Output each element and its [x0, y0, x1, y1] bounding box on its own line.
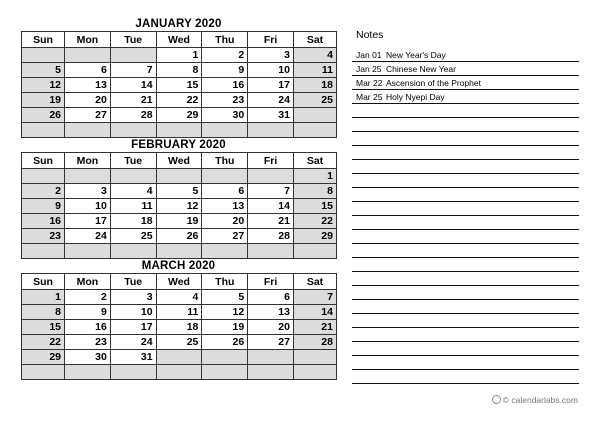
note-line[interactable] — [352, 48, 579, 62]
note-line[interactable] — [352, 160, 579, 174]
note-line[interactable] — [352, 300, 579, 314]
weekday-header: Mon — [65, 32, 111, 48]
day-cell: 6 — [202, 184, 248, 199]
day-cell: 8 — [293, 184, 336, 199]
note-text: Ascension of the Prophet — [386, 78, 481, 88]
day-cell: 11 — [293, 63, 336, 78]
day-cell — [202, 244, 248, 259]
note-line[interactable] — [352, 342, 579, 356]
day-cell: 21 — [293, 320, 336, 335]
note-line[interactable] — [352, 90, 579, 104]
day-cell: 29 — [22, 350, 65, 365]
note-line[interactable] — [352, 146, 579, 160]
day-cell: 18 — [156, 320, 202, 335]
day-cell — [202, 350, 248, 365]
weekday-header: Mon — [65, 153, 111, 169]
week-row — [22, 169, 337, 184]
weekday-header: Thu — [202, 274, 248, 290]
weekday-header: Sat — [293, 32, 336, 48]
day-cell: 5 — [202, 290, 248, 305]
day-cell: 29 — [156, 108, 202, 123]
note-line[interactable] — [352, 174, 579, 188]
day-cell — [248, 365, 294, 380]
day-cell — [110, 123, 156, 138]
footer-text: © calendarlabs.com — [502, 395, 578, 405]
week-row — [22, 184, 337, 199]
day-cell: 7 — [248, 184, 294, 199]
globe-icon — [492, 395, 501, 404]
weekday-header: Wed — [156, 32, 202, 48]
week-row — [22, 305, 337, 320]
day-cell: 26 — [202, 335, 248, 350]
day-cell: 14 — [110, 78, 156, 93]
weekday-header: Tue — [110, 274, 156, 290]
day-cell: 1 — [156, 48, 202, 63]
day-cell: 27 — [202, 229, 248, 244]
weekday-header: Sun — [22, 32, 65, 48]
day-cell: 9 — [65, 305, 111, 320]
day-cell: 10 — [110, 305, 156, 320]
weekday-header: Tue — [110, 32, 156, 48]
week-row — [22, 244, 337, 259]
note-line[interactable] — [352, 104, 579, 118]
day-cell — [65, 244, 111, 259]
note-line[interactable] — [352, 244, 579, 258]
note-line[interactable] — [352, 216, 579, 230]
week-row — [22, 290, 337, 305]
notes-lines — [352, 48, 579, 384]
day-cell — [110, 244, 156, 259]
day-cell: 2 — [65, 290, 111, 305]
day-cell: 12 — [22, 78, 65, 93]
day-cell — [156, 350, 202, 365]
day-cell: 14 — [248, 199, 294, 214]
note-line[interactable] — [352, 258, 579, 272]
day-cell: 15 — [22, 320, 65, 335]
day-cell: 24 — [65, 229, 111, 244]
day-cell — [156, 244, 202, 259]
day-cell: 3 — [110, 290, 156, 305]
note-line[interactable] — [352, 356, 579, 370]
weekday-header: Sun — [22, 153, 65, 169]
week-row — [22, 78, 337, 93]
day-cell: 31 — [110, 350, 156, 365]
month-title: MARCH 2020 — [141, 260, 216, 272]
day-cell: 26 — [156, 229, 202, 244]
note-date: Jan 01 — [356, 50, 382, 60]
note-date: Mar 22 — [356, 78, 383, 88]
day-cell: 2 — [22, 184, 65, 199]
day-cell: 28 — [248, 229, 294, 244]
weekday-header: Wed — [156, 153, 202, 169]
day-cell — [248, 123, 294, 138]
weekday-header: Tue — [110, 153, 156, 169]
day-cell — [156, 123, 202, 138]
notes-panel — [352, 28, 579, 384]
month-calendar — [21, 18, 336, 139]
footer-credit[interactable] — [492, 395, 578, 405]
day-cell — [22, 244, 65, 259]
week-row — [22, 214, 337, 229]
month-calendar — [21, 139, 336, 260]
day-cell — [110, 169, 156, 184]
day-cell: 28 — [293, 335, 336, 350]
day-cell: 5 — [22, 63, 65, 78]
note-line[interactable] — [352, 370, 579, 384]
day-cell — [65, 365, 111, 380]
month-calendar — [21, 260, 336, 381]
day-cell — [22, 48, 65, 63]
day-cell: 25 — [156, 335, 202, 350]
day-cell — [65, 123, 111, 138]
weekday-header: Mon — [65, 274, 111, 290]
note-line[interactable] — [352, 272, 579, 286]
note-line[interactable] — [352, 76, 579, 90]
day-cell: 25 — [293, 93, 336, 108]
note-line[interactable] — [352, 328, 579, 342]
note-text: Holy Nyepi Day — [386, 92, 445, 102]
weekday-header: Thu — [202, 153, 248, 169]
day-cell: 19 — [22, 93, 65, 108]
month-title: JANUARY 2020 — [135, 18, 222, 30]
day-cell: 4 — [293, 48, 336, 63]
day-cell: 7 — [293, 290, 336, 305]
day-cell: 20 — [65, 93, 111, 108]
day-cell: 6 — [248, 290, 294, 305]
day-cell — [202, 365, 248, 380]
note-line[interactable] — [352, 286, 579, 300]
day-cell — [293, 350, 336, 365]
day-cell — [22, 123, 65, 138]
weekday-header: Fri — [248, 274, 294, 290]
day-cell: 17 — [248, 78, 294, 93]
day-cell: 2 — [202, 48, 248, 63]
day-cell: 23 — [65, 335, 111, 350]
day-cell — [156, 365, 202, 380]
weekday-header-row — [22, 274, 337, 290]
day-cell: 7 — [110, 63, 156, 78]
month-grid — [21, 152, 337, 259]
month-grid — [21, 273, 337, 380]
day-cell: 6 — [65, 63, 111, 78]
weekday-header: Sun — [22, 274, 65, 290]
day-cell: 17 — [65, 214, 111, 229]
day-cell: 30 — [65, 350, 111, 365]
day-cell: 9 — [22, 199, 65, 214]
day-cell: 22 — [156, 93, 202, 108]
day-cell: 1 — [293, 169, 336, 184]
week-row — [22, 229, 337, 244]
day-cell: 10 — [248, 63, 294, 78]
day-cell: 12 — [156, 199, 202, 214]
day-cell: 29 — [293, 229, 336, 244]
weekday-header: Thu — [202, 32, 248, 48]
day-cell: 21 — [248, 214, 294, 229]
day-cell: 8 — [156, 63, 202, 78]
day-cell: 26 — [22, 108, 65, 123]
day-cell: 28 — [110, 108, 156, 123]
week-row — [22, 63, 337, 78]
day-cell: 13 — [248, 305, 294, 320]
week-row — [22, 199, 337, 214]
day-cell: 4 — [110, 184, 156, 199]
weekday-header-row — [22, 153, 337, 169]
note-line[interactable] — [352, 188, 579, 202]
week-row — [22, 108, 337, 123]
day-cell: 24 — [248, 93, 294, 108]
note-line[interactable] — [352, 62, 579, 76]
day-cell: 27 — [65, 108, 111, 123]
note-line[interactable] — [352, 314, 579, 328]
weekday-header: Fri — [248, 32, 294, 48]
day-cell: 20 — [202, 214, 248, 229]
note-text: Chinese New Year — [386, 64, 456, 74]
day-cell: 1 — [22, 290, 65, 305]
day-cell: 23 — [202, 93, 248, 108]
weekday-header: Sat — [293, 153, 336, 169]
week-row — [22, 350, 337, 365]
week-row — [22, 335, 337, 350]
day-cell: 16 — [65, 320, 111, 335]
day-cell: 13 — [65, 78, 111, 93]
day-cell: 30 — [202, 108, 248, 123]
day-cell — [22, 169, 65, 184]
week-row — [22, 123, 337, 138]
day-cell: 14 — [293, 305, 336, 320]
day-cell: 22 — [293, 214, 336, 229]
day-cell — [248, 350, 294, 365]
day-cell — [248, 244, 294, 259]
day-cell: 17 — [110, 320, 156, 335]
day-cell: 21 — [110, 93, 156, 108]
weekday-header: Fri — [248, 153, 294, 169]
day-cell: 24 — [110, 335, 156, 350]
day-cell: 12 — [202, 305, 248, 320]
day-cell: 16 — [22, 214, 65, 229]
day-cell — [202, 123, 248, 138]
day-cell: 9 — [202, 63, 248, 78]
day-cell: 19 — [156, 214, 202, 229]
day-cell — [248, 169, 294, 184]
day-cell — [110, 48, 156, 63]
day-cell — [156, 169, 202, 184]
day-cell: 3 — [65, 184, 111, 199]
day-cell: 25 — [110, 229, 156, 244]
note-date: Jan 25 — [356, 64, 382, 74]
day-cell: 8 — [22, 305, 65, 320]
note-line[interactable] — [352, 202, 579, 216]
day-cell: 22 — [22, 335, 65, 350]
day-cell: 18 — [110, 214, 156, 229]
day-cell: 3 — [248, 48, 294, 63]
note-line[interactable] — [352, 132, 579, 146]
day-cell: 4 — [156, 290, 202, 305]
note-text: New Year's Day — [386, 50, 446, 60]
week-row — [22, 365, 337, 380]
weekday-header: Sat — [293, 274, 336, 290]
day-cell: 5 — [156, 184, 202, 199]
day-cell: 15 — [293, 199, 336, 214]
day-cell: 13 — [202, 199, 248, 214]
month-title: FEBRUARY 2020 — [131, 139, 226, 151]
day-cell — [202, 169, 248, 184]
day-cell: 11 — [156, 305, 202, 320]
day-cell — [65, 48, 111, 63]
day-cell: 23 — [22, 229, 65, 244]
day-cell — [293, 108, 336, 123]
day-cell: 10 — [65, 199, 111, 214]
note-date: Mar 25 — [356, 92, 383, 102]
note-line[interactable] — [352, 118, 579, 132]
day-cell: 15 — [156, 78, 202, 93]
day-cell — [293, 123, 336, 138]
months-column — [21, 18, 336, 381]
day-cell — [293, 365, 336, 380]
week-row — [22, 93, 337, 108]
day-cell — [110, 365, 156, 380]
weekday-header: Wed — [156, 274, 202, 290]
day-cell: 11 — [110, 199, 156, 214]
day-cell — [22, 365, 65, 380]
weekday-header-row — [22, 32, 337, 48]
notes-title: Notes — [356, 29, 384, 41]
day-cell — [293, 244, 336, 259]
day-cell: 18 — [293, 78, 336, 93]
day-cell: 31 — [248, 108, 294, 123]
week-row — [22, 320, 337, 335]
month-grid — [21, 31, 337, 138]
day-cell — [65, 169, 111, 184]
day-cell: 27 — [248, 335, 294, 350]
day-cell: 19 — [202, 320, 248, 335]
note-line[interactable] — [352, 230, 579, 244]
day-cell: 20 — [248, 320, 294, 335]
day-cell: 16 — [202, 78, 248, 93]
week-row — [22, 48, 337, 63]
